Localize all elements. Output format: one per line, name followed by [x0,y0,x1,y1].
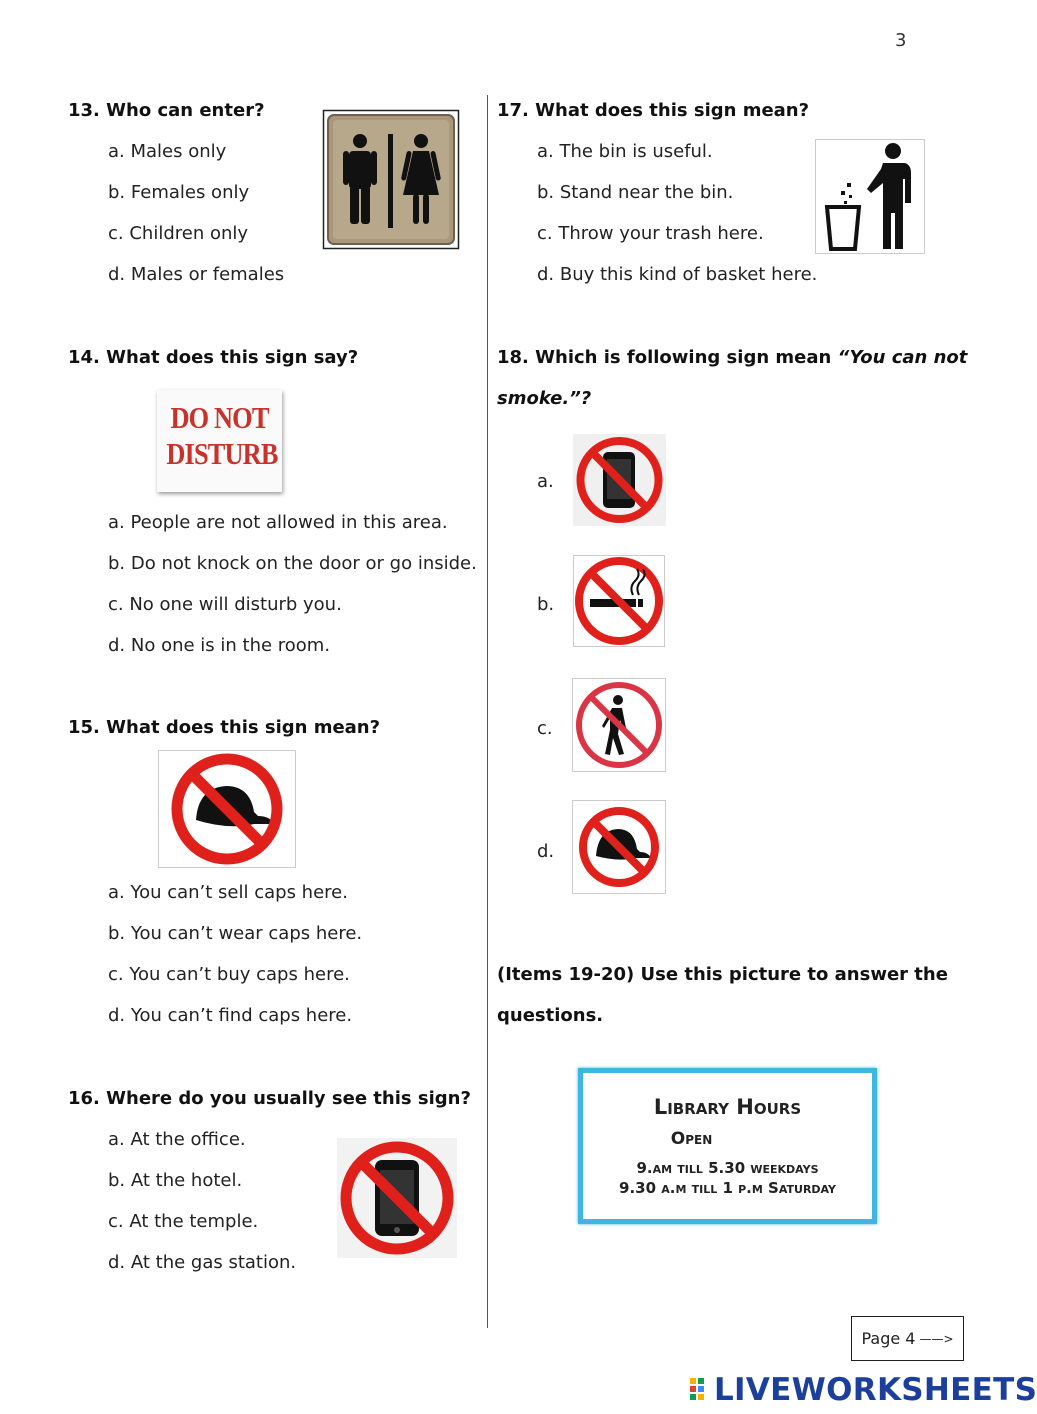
q18-option-b[interactable]: b. [537,594,555,615]
sign-text-do-not: DO NOT [170,400,269,435]
q16-option-d[interactable]: d. At the gas station. [108,1252,297,1273]
q17-option-d[interactable]: d. Buy this kind of basket here. [537,264,818,285]
q13-option-d[interactable]: d. Males or females [108,264,285,285]
q18-option-a[interactable]: a. [537,471,554,492]
items-19-20-instruction-line1: (Items 19-20) Use this picture to answer the [497,964,948,985]
library-hours-saturday: 9.30 a.m till 1 p.m Saturday [619,1179,836,1197]
question-18 [497,347,967,368]
q15-option-d[interactable]: d. You can’t find caps here. [108,1005,353,1026]
q17-option-b[interactable]: b. Stand near the bin. [537,182,734,203]
q18-no-phone-sign-image[interactable] [573,434,666,526]
column-divider [487,95,488,1328]
question-13: 13. Who can enter? [68,100,265,121]
next-page-button[interactable] [851,1316,964,1361]
question-14: 14. What does this sign say? [68,347,359,368]
liveworksheets-logo-text: LIVEWORKSHEETS [714,1372,1037,1408]
no-phone-sign-image [337,1138,457,1258]
q18-option-d[interactable]: d. [537,841,555,862]
items-19-20-instruction-line2: questions. [497,1005,604,1026]
q17-option-a[interactable]: a. The bin is useful. [537,141,713,162]
library-hours-sign [578,1068,877,1224]
q15-option-c[interactable]: c. You can’t buy caps here. [108,964,350,985]
question-17: 17. What does this sign mean? [497,100,810,121]
trash-bin-sign-image [815,139,925,254]
liveworksheets-logo [690,1372,1037,1408]
q16-option-b[interactable]: b. At the hotel. [108,1170,243,1191]
arrow-right-icon: ——> [919,1331,954,1346]
no-caps-sign-image [158,750,296,868]
q18-no-smoking-sign-image[interactable] [573,555,665,647]
liveworksheets-logo-icon [690,1377,712,1403]
question-18-quote-end: smoke.”? [497,388,592,409]
q13-option-b[interactable]: b. Females only [108,182,250,203]
q18-option-c[interactable]: c. [537,718,553,739]
q18-no-pedestrian-sign-image[interactable] [572,678,666,772]
next-page-label: Page 4 [861,1329,916,1348]
q16-option-a[interactable]: a. At the office. [108,1129,246,1150]
q14-option-b[interactable]: b. Do not knock on the door or go inside. [108,553,477,574]
q14-option-d[interactable]: d. No one is in the room. [108,635,331,656]
q15-option-b[interactable]: b. You can’t wear caps here. [108,923,363,944]
q14-option-c[interactable]: c. No one will disturb you. [108,594,342,615]
library-hours-weekdays: 9.am till 5.30 weekdays [636,1159,819,1177]
sign-text-disturb: DISTURB [166,436,278,471]
question-18-prefix: 18. Which is following sign mean [497,347,838,368]
q13-option-a[interactable]: a. Males only [108,141,227,162]
library-hours-title: Library Hours [653,1095,802,1119]
question-18-quote: “You can not [837,347,968,368]
q15-option-a[interactable]: a. You can’t sell caps here. [108,882,348,903]
question-16: 16. Where do you usually see this sign? [68,1088,471,1109]
page-number: 3 [895,30,907,51]
do-not-disturb-sign-image [157,390,282,492]
library-open-label: Open [670,1129,713,1149]
restroom-sign-image [323,110,459,249]
q14-option-a[interactable]: a. People are not allowed in this area. [108,512,448,533]
q13-option-c[interactable]: c. Children only [108,223,249,244]
question-15: 15. What does this sign mean? [68,717,381,738]
q18-no-caps-sign-image[interactable] [572,800,666,894]
q17-option-c[interactable]: c. Throw your trash here. [537,223,764,244]
q16-option-c[interactable]: c. At the temple. [108,1211,259,1232]
